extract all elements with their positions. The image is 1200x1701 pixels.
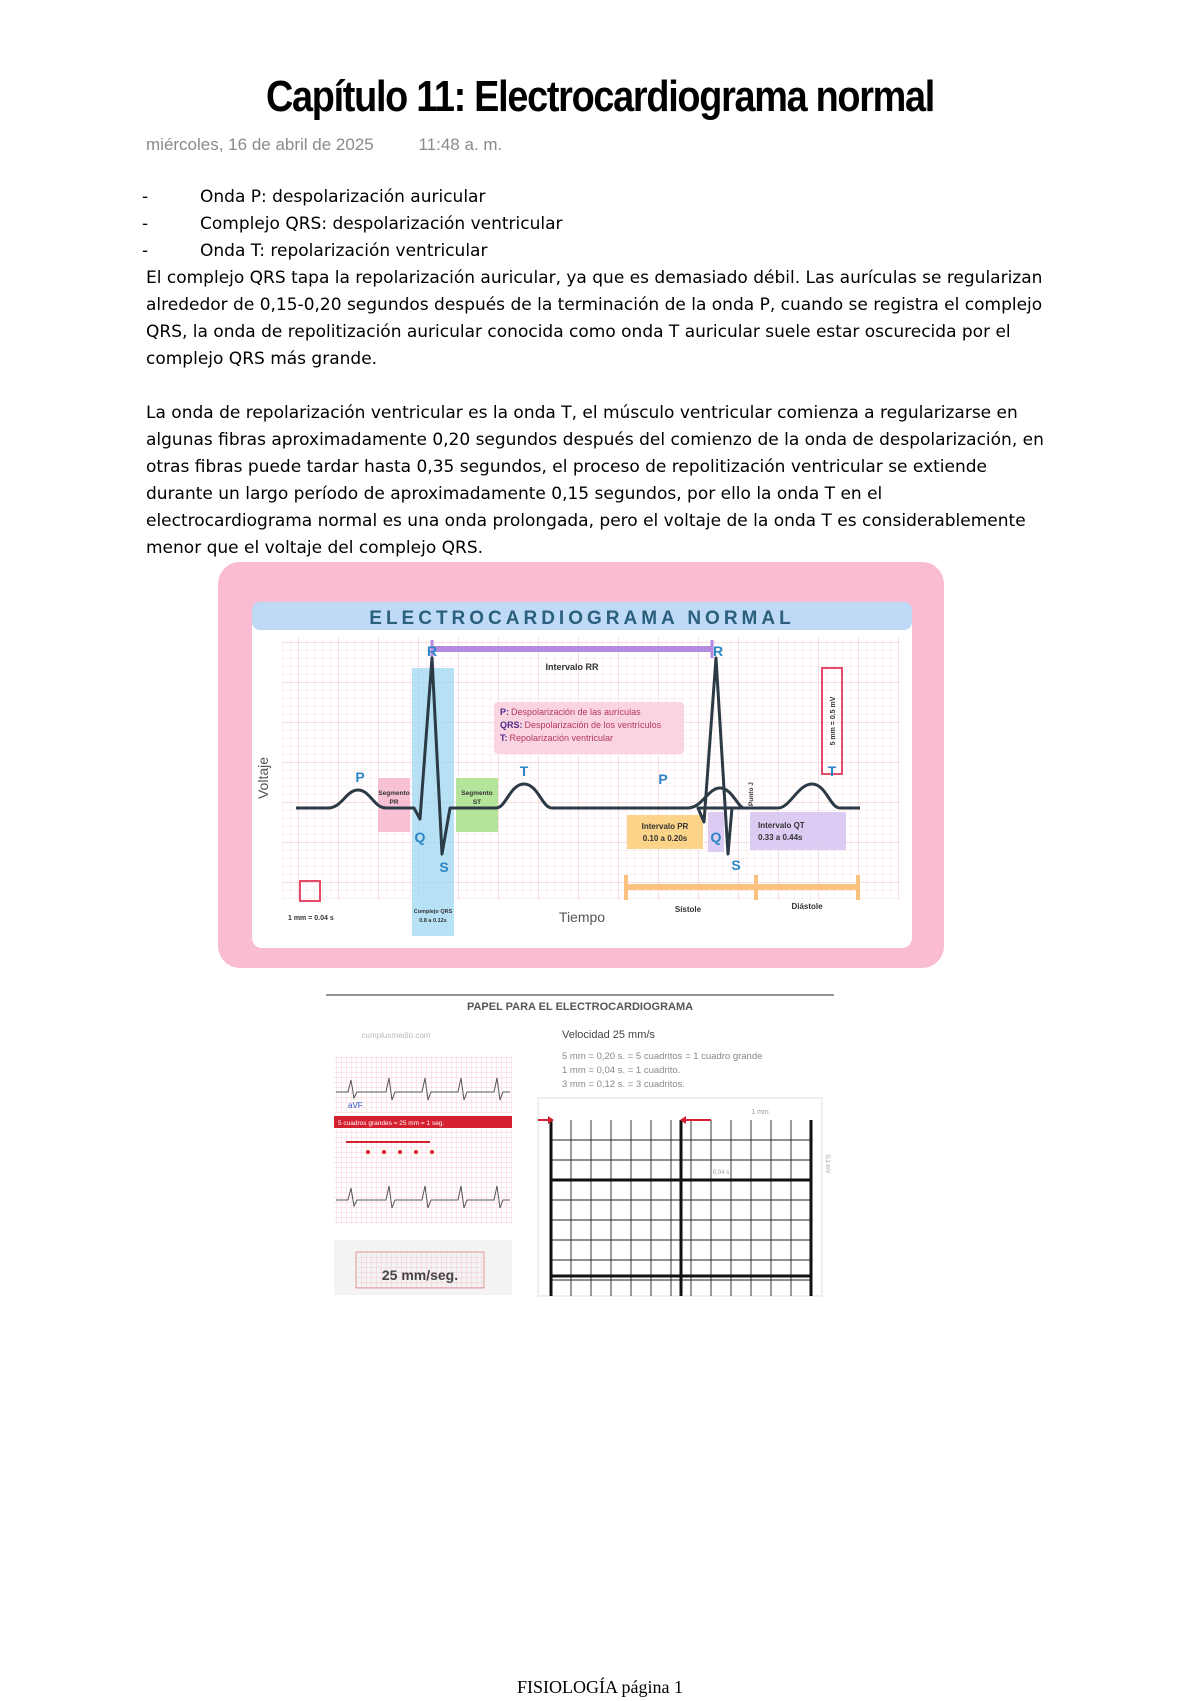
time-scale-label: 1 mm = 0.04 s (288, 915, 334, 922)
qrs-box (412, 668, 454, 936)
wave-label-r-2: R (712, 643, 724, 659)
voltage-scale-label: 5 mm = 0.5 mV (830, 696, 837, 746)
qrs-complex-label-1: Complejo QRS (413, 909, 453, 915)
wave-label-p: P (355, 769, 365, 785)
diastole-label: Diástole (791, 902, 823, 911)
interval-rr-label: Intervalo RR (545, 662, 599, 672)
wave-label-t: T (519, 763, 529, 779)
legend-item: T: Repolarización ventricular (500, 733, 614, 743)
ecg-grid (282, 638, 900, 900)
mv-label: 0,1 mV (824, 1154, 830, 1174)
segment-st-label-1: Segmento (461, 790, 493, 797)
segment-pr-label-2: PR (389, 799, 399, 806)
interval-pr-box (627, 815, 703, 849)
mm-label: 1 mm (751, 1109, 769, 1116)
diagram-header: ELECTROCARDIOGRAMA NORMAL (369, 608, 795, 629)
ecg-paper-figure (326, 992, 838, 1297)
interval-pr-label-1: Intervalo PR (641, 822, 689, 831)
legend-item: P: Despolarización de las aurículas (500, 707, 641, 717)
paper-speed-label: 25 mm/seg. (381, 1267, 459, 1283)
wave-label-s: S (439, 859, 449, 875)
y-axis-label: Voltaje (255, 756, 271, 800)
ecg-strip-bottom (334, 1129, 512, 1224)
speed-line: 1 mm = 0,04 s. = 1 cuadrito. (562, 1065, 681, 1076)
wave-label-p-2: P (658, 771, 668, 787)
interval-pr-label-2: 0.10 a 0.20s (642, 834, 688, 843)
note-metadata (146, 135, 542, 155)
interval-qt-label-2: 0.33 a 0.44s (758, 833, 803, 842)
qrs-complex-label-2: 0.8 a 0.12s (419, 918, 447, 924)
list-item: - Onda T: repolarización ventricular (170, 238, 563, 265)
red-band-label: 5 cuadros grandes = 25 mm = 1 seg. (338, 1120, 445, 1127)
note-time: 11:48 a. m. (418, 135, 503, 154)
wave-label-t-2: T (827, 763, 837, 779)
wave-label-q-2: Q (710, 829, 722, 845)
wave-label-q: Q (414, 829, 426, 845)
wave-list (170, 184, 563, 265)
list-item: - Onda P: despolarización auricular (170, 184, 563, 211)
page-footer: FISIOLOGÍA página 1 (517, 1677, 683, 1697)
systole-label: Sístole (674, 905, 702, 914)
note-date: miércoles, 16 de abril de 2025 (146, 135, 374, 154)
speed-line: 3 mm = 0,12 s. = 3 cuadritos. (562, 1079, 686, 1090)
x-axis-label: Tiempo (558, 909, 606, 925)
ecg-paper-svg (326, 992, 838, 1297)
list-item: - Complejo QRS: despolarización ventricular (170, 211, 563, 238)
wave-label-r: R (426, 643, 438, 659)
paper-title: PAPEL PARA EL ELECTROCARDIOGRAMA (466, 1001, 694, 1013)
interval-qt-box (750, 812, 846, 850)
lead-label: aVF (348, 1101, 363, 1110)
ecg-diagram (218, 562, 944, 968)
punto-j-label: Punto J (748, 782, 755, 806)
interval-qt-label-1: Intervalo QT (758, 821, 805, 830)
speed-line: 5 mm = 0,20 s. = 5 cuadritos = 1 cuadro grande (562, 1051, 763, 1062)
small-square-label: 0,04 s (712, 1170, 730, 1176)
paragraph-qrs: El complejo QRS tapa la repolarización auricular, ya que es demasiado débil. Las aurículas se regularizan alrededor de 0,15-0,20 segundos después de la terminación de la onda P, cuando se registra el complejo QRS, la onda de repolitización auricular conocida como onda T auricular suele estar oscurecida por el complejo QRS más grande. (146, 268, 1043, 369)
ecg-diagram-svg (218, 562, 944, 968)
wave-label-s-2: S (731, 857, 741, 873)
watermark: cumplusmedio.com (361, 1031, 431, 1040)
paragraph-t-wave: La onda de repolarización ventricular es la onda T, el músculo ventricular comienza a regularizarse en algunas fibras aproximadamente 0,20 segundos después del comienzo de la onda de despolarización, en otras fibras puede tardar hasta 0,35 segundos, el proceso de repolitización ventricular se extiende durante un largo período de aproximadamente 0,15 segundos, por ello la onda T en el electrocardiograma normal es una onda prolongada, pero el voltaje de la onda T es considerablemente menor que el voltaje del complejo QRS. (146, 403, 1044, 558)
segment-st-label-2: ST (472, 799, 482, 806)
page-title: Capítulo 11: Electrocardiograma normal (265, 72, 935, 121)
legend-item: QRS: Despolarización de los ventrículos (500, 720, 662, 730)
segment-pr-label-1: Segmento (378, 790, 410, 797)
speed-heading: Velocidad 25 mm/s (562, 1029, 655, 1041)
